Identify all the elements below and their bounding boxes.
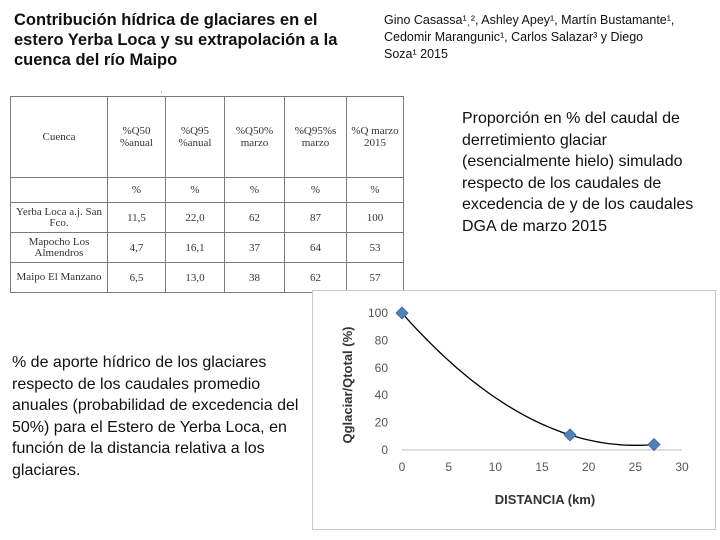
table-header-cell: Cuenca [11,97,108,178]
table-header-cell: %Q95%s marzo [285,97,347,178]
authors-line: Gino Casassa¹ˌ², Ashley Apey¹, Martín Bustamante¹, [384,13,675,27]
x-tick-label: 30 [675,460,689,474]
x-tick-label: 5 [445,460,453,474]
table-cell: % [347,178,404,203]
table-cell [11,178,108,203]
x-tick-label: 20 [581,460,596,474]
data-table [10,96,404,293]
y-tick-label: 20 [374,415,388,430]
left-description: % de aporte hídrico de los glaciares respecto de los caudales promedio anuales (probabilidad de excedencia del 50%) para el Estero de Yerba Loca, en función de la distancia relativa a los glaciares. [12,354,299,479]
table-header-cell: %Q marzo 2015 [347,97,404,178]
table-cell: % [285,178,347,203]
y-tick-label: 100 [367,306,388,320]
table-units-row [11,178,404,203]
authors-line: Soza¹ 2015 [384,47,448,61]
table-cell: 87 [285,203,347,233]
table-cell: Mapocho Los Almendros [11,233,108,263]
table-cell: % [108,178,166,203]
small-mark: · [160,87,163,97]
right-description: Proporción en % del caudal de derretimiento glaciar (esencialmente hielo) simulado respecto de los caudales de excedencia de y de los caudales DGA de marzo 2015 [462,110,694,235]
table-cell: 38 [225,263,285,293]
table-cell: 22,0 [166,203,225,233]
table-cell: 13,0 [166,263,225,293]
x-tick-label: 10 [488,460,503,474]
table-header-cell: %Q95 %anual [166,97,225,178]
table-cell: 16,1 [166,233,225,263]
table-cell: Yerba Loca a.j. San Fco. [11,203,108,233]
table-cell: 53 [347,233,404,263]
y-tick-label: 80 [374,333,388,348]
table-cell: 100 [347,203,404,233]
table-cell: 62 [285,263,347,293]
x-tick-label: 25 [628,460,643,474]
y-tick-label: 40 [374,388,388,403]
y-tick-label: 60 [374,360,388,375]
table-cell: 37 [225,233,285,263]
table-cell: % [225,178,285,203]
table-cell: 57 [347,263,404,293]
authors-line: Cedomir Marangunic¹, Carlos Salazar³ y Diego [384,30,644,44]
distance-chart [312,290,716,530]
table-header-row [11,97,404,178]
table-cell: 62 [225,203,285,233]
y-axis-label: Qglaciar/Qtotal (%) [340,326,355,444]
table-cell: Maipo El Manzano [11,263,108,293]
x-tick-label: 0 [398,460,406,474]
table-cell: % [166,178,225,203]
table-row [11,263,404,293]
table-cell: 64 [285,233,347,263]
table-row [11,203,404,233]
y-tick-label: 0 [381,443,388,457]
x-tick-label: 15 [535,460,549,474]
page-title: Contribución hídrica de glaciares en el estero Yerba Loca y su extrapolación a la cuenca del río Maipo [14,11,338,69]
table-header-cell: %Q50% marzo [225,97,285,178]
table-header-cell: %Q50 %anual [108,97,166,178]
table-cell: 11,5 [108,203,166,233]
x-axis-label: DISTANCIA (km) [494,492,596,507]
table-cell: 4,7 [108,233,166,263]
authors-block [384,12,714,63]
table-cell: 6,5 [108,263,166,293]
table-row [11,233,404,263]
